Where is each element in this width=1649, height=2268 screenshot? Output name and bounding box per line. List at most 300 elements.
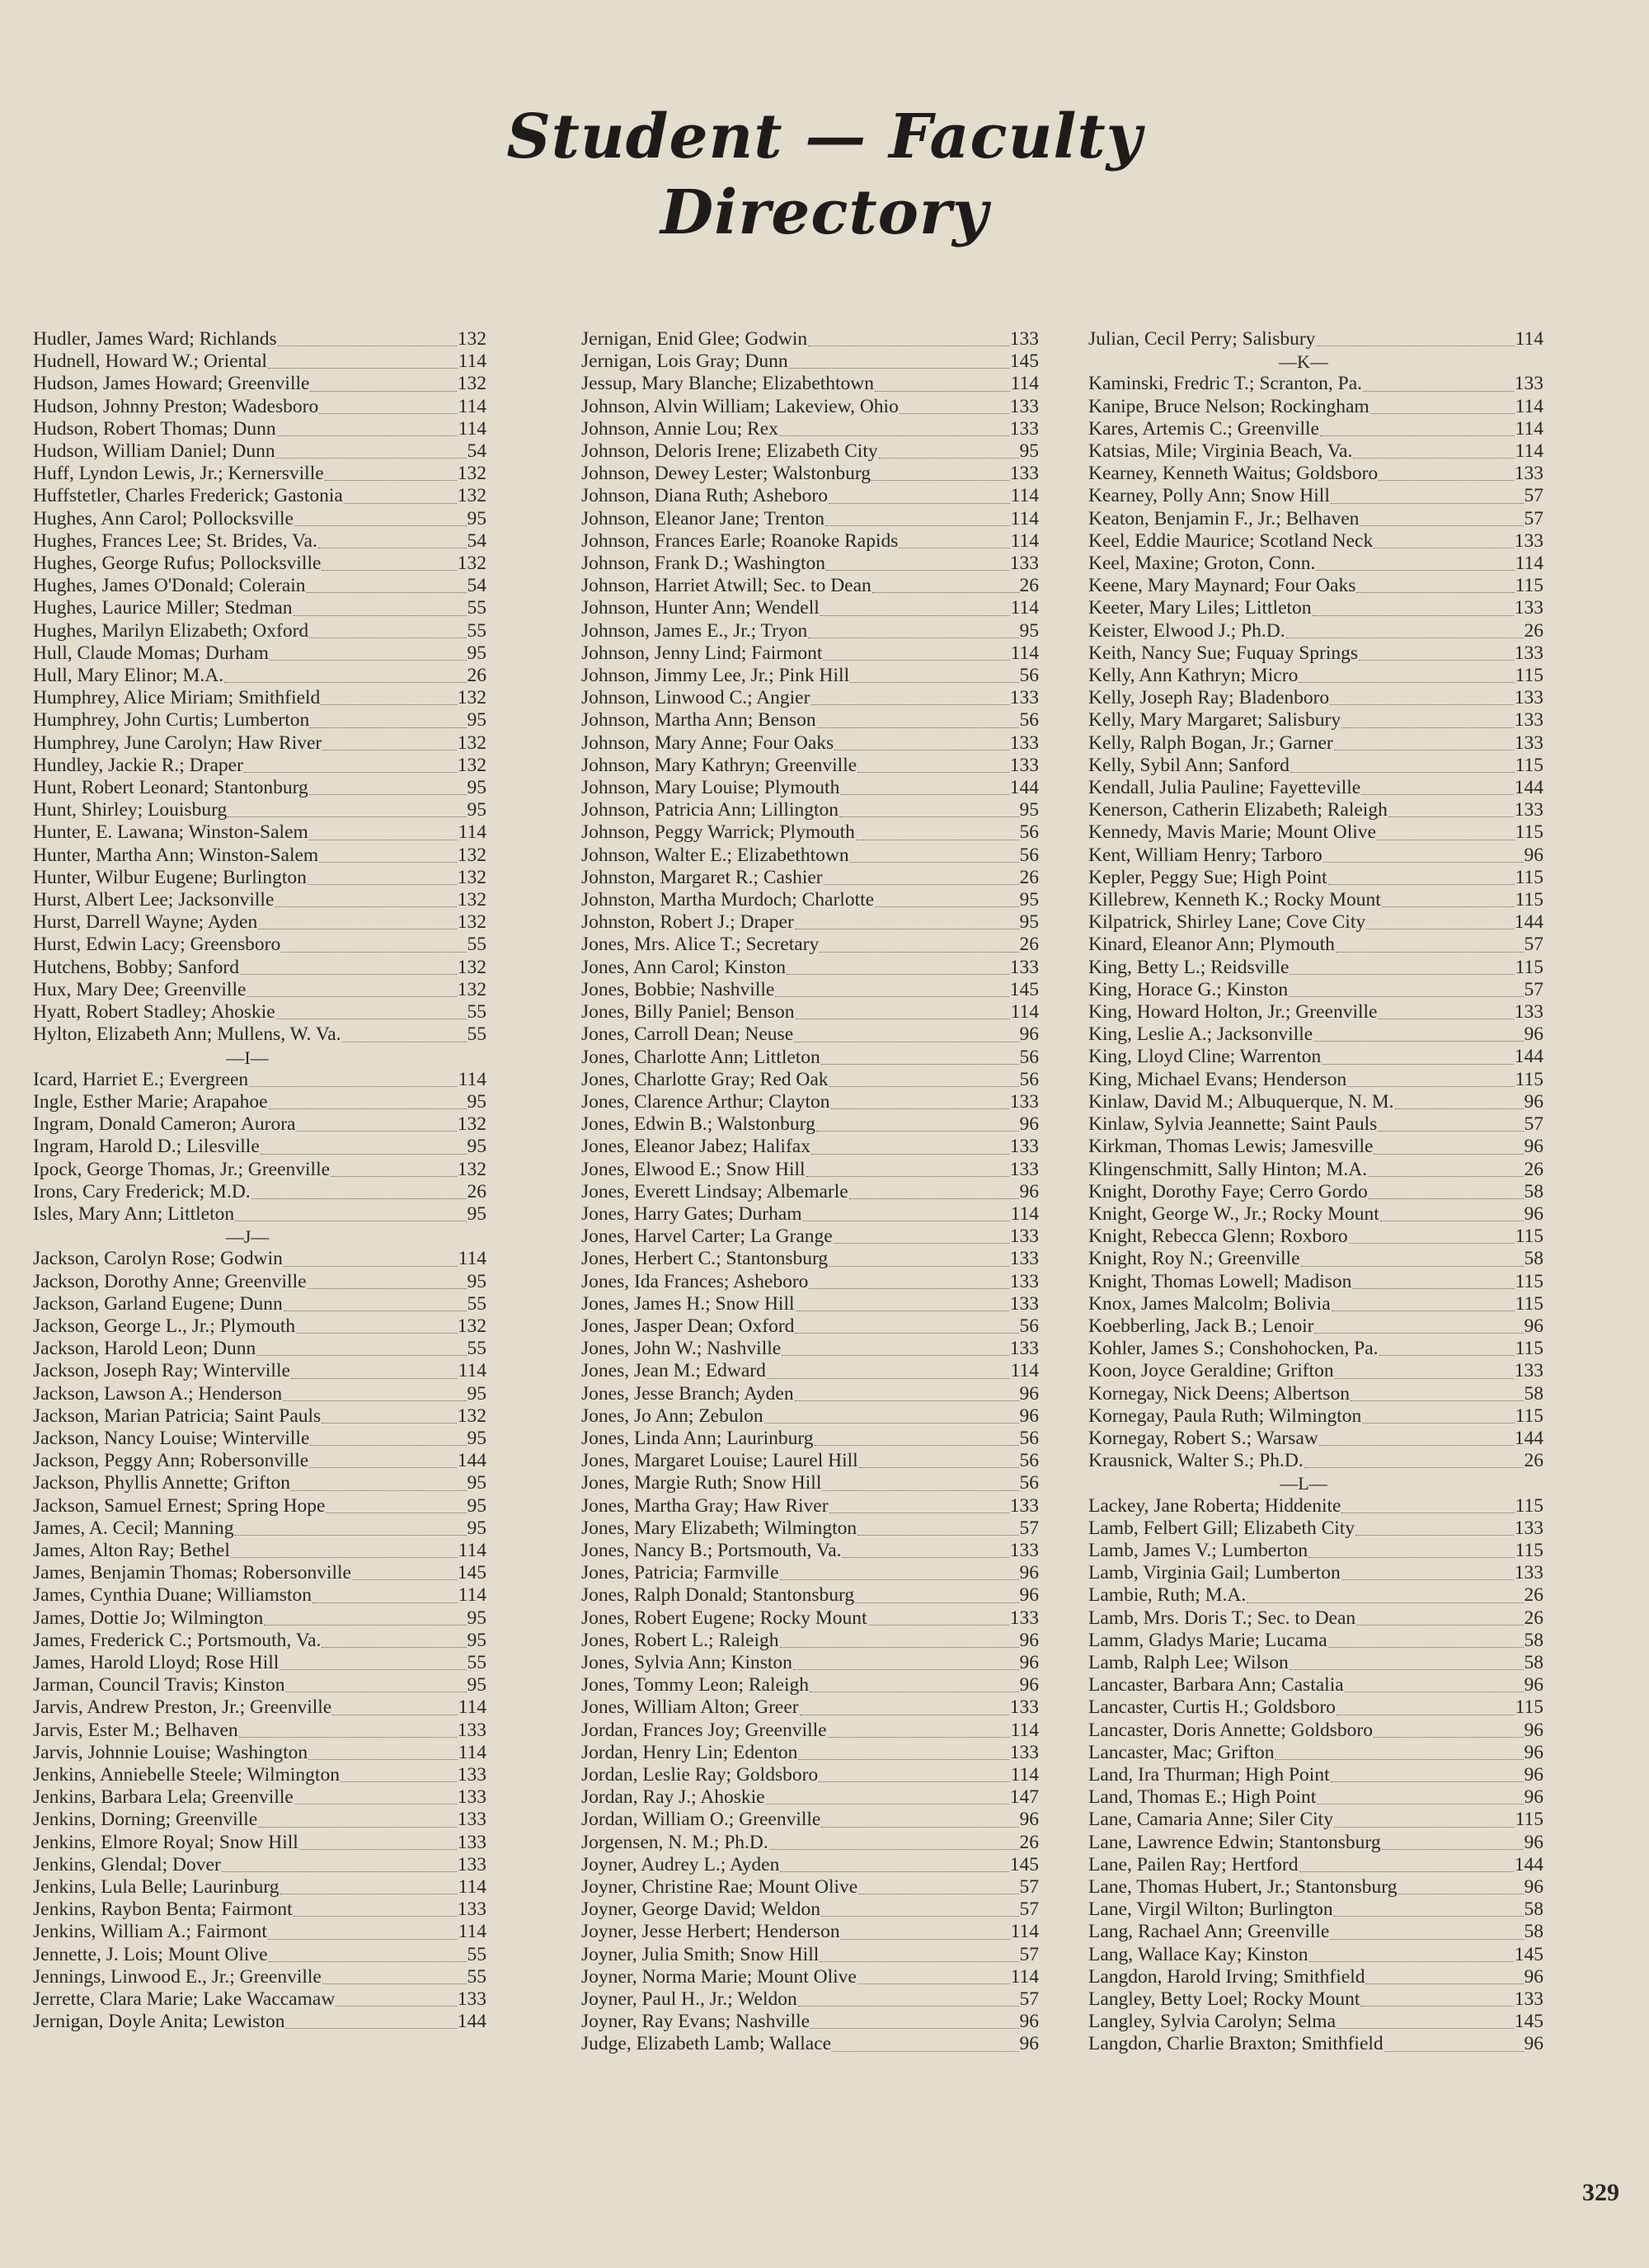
entry-page: 132 [457,866,486,888]
dot-leader [810,2027,1018,2029]
directory-entry [581,508,1039,530]
dot-leader [1316,345,1514,346]
directory-entry [1088,1091,1543,1113]
entry-name: Jackson, Phyllis Annette; Grifton [33,1472,291,1494]
entry-name: Koebberling, Jack B.; Lenoir [1088,1315,1314,1337]
entry-name: Katsias, Mile; Virginia Beach, Va. [1088,440,1353,462]
entry-page: 132 [457,911,486,934]
directory-entry [33,1652,486,1674]
directory-entry [581,821,1039,844]
entry-name: Jackson, Samuel Ernest; Spring Hope [33,1494,326,1517]
directory-entry [1088,1315,1543,1338]
dot-leader [1301,1265,1524,1267]
dot-leader [286,1691,467,1692]
dot-leader [312,1602,458,1603]
directory-entry [33,1159,486,1181]
entry-name: Kinlaw, Sylvia Jeannette; Saint Pauls [1088,1113,1378,1136]
directory-entry [33,911,486,934]
entry-name: Jackson, George L., Jr.; Plymouth [33,1315,296,1337]
dot-leader [1379,1354,1515,1356]
entry-name: Hunt, Robert Leonard; Stantonburg [33,777,308,799]
directory-entry [33,553,486,575]
entry-page: 133 [1009,1741,1039,1763]
entry-page: 133 [1514,687,1543,709]
directory-entry [581,440,1039,463]
dot-leader [342,1041,467,1042]
section-letter-heading: —I— [226,1047,269,1068]
entry-name: Jones, Harvel Carter; La Grange [581,1226,833,1248]
entry-name: Jenkins, Anniebelle Steele; Wilmington [33,1763,340,1786]
entry-page: 114 [1010,597,1039,619]
entry-page: 56 [1019,1046,1039,1068]
entry-page: 133 [1009,1248,1039,1270]
dot-leader [1356,591,1514,593]
entry-name: Kohler, James S.; Conshohocken, Pa. [1088,1338,1379,1360]
directory-entry [33,1742,486,1764]
entry-name: Kornegay, Robert S.; Warsaw [1088,1427,1318,1449]
dot-leader [321,703,456,705]
entry-name: Hux, Mary Dee; Greenville [33,978,247,1000]
dot-leader [817,727,1019,728]
entry-page: 114 [1010,507,1039,529]
directory-entry [33,1832,486,1854]
entry-page: 133 [457,1809,486,1831]
directory-entry [33,1921,486,1943]
dot-leader [322,1646,466,1648]
entry-name: Hull, Claude Momas; Durham [33,642,269,664]
dot-leader [1313,1040,1523,1042]
directory-entry [33,463,486,485]
entry-name: Jones, Robert Eugene; Rocky Mount [581,1607,867,1629]
dot-leader [322,749,456,751]
entry-page: 115 [1515,1270,1543,1292]
entry-name: Hunter, E. Lawana; Winston-Salem [33,821,308,844]
entry-name: Hurst, Edwin Lacy; Greensboro [33,934,281,956]
entry-page: 133 [457,1786,486,1809]
entry-name: Lamb, Ralph Lee; Wilson [1088,1651,1289,1673]
entry-name: Jackson, Peggy Ann; Robersonville [33,1450,309,1472]
entry-page: 114 [1010,485,1039,507]
directory-entry [1088,687,1543,709]
directory-entry [33,732,486,755]
entry-page: 57 [1019,1876,1039,1899]
entry-name: Jackson, Dorothy Anne; Greenville [33,1270,307,1292]
entry-page: 145 [457,1562,486,1584]
entry-page: 132 [457,1405,486,1427]
entry-name: Lamb, Mrs. Doris T.; Sec. to Dean [1088,1607,1356,1629]
directory-entry [1088,1854,1543,1876]
entry-page: 132 [457,956,486,978]
dot-leader [859,1466,1019,1468]
directory-entry [1088,1944,1543,1966]
dot-leader [825,525,1010,526]
directory-entry [581,1091,1039,1113]
entry-name: Hurst, Darrell Wayne; Ayden [33,911,258,934]
directory-entry [1088,1696,1543,1719]
entry-page: 26 [1524,1607,1543,1629]
entry-name: Jones, Jasper Dean; Oxford [581,1315,795,1337]
directory-entry [33,597,486,619]
directory-entry [33,642,486,665]
entry-page: 144 [1514,777,1543,799]
dot-leader [832,2050,1018,2052]
entry-name: Krausnick, Walter S.; Ph.D. [1088,1450,1304,1472]
entry-page: 145 [1514,1943,1543,1965]
directory-entry [1088,867,1543,889]
directory-entry [1088,732,1543,755]
entry-page: 96 [1019,2033,1039,2055]
entry-page: 114 [458,1696,486,1719]
dot-leader [857,1983,1010,1984]
entry-page: 133 [1514,709,1543,732]
dot-leader [222,1870,457,1872]
dot-leader [809,1287,1008,1289]
entry-name: Langdon, Harold Irving; Smithfield [1088,1965,1365,1988]
dot-leader [1356,1624,1523,1626]
dot-leader [284,1310,467,1311]
directory-entry [581,530,1039,553]
entry-page: 133 [1009,1607,1039,1629]
dot-leader [294,1803,457,1805]
entry-page: 133 [1009,1539,1039,1561]
entry-name: Lane, Thomas Hubert, Jr.; Stantonsburg [1088,1875,1398,1898]
entry-name: Knight, Rebecca Glenn; Roxboro [1088,1226,1348,1248]
entry-name: Johnson, Mary Kathryn; Greenville [581,754,857,776]
dot-leader [309,839,458,840]
directory-entry [581,1720,1039,1742]
entry-page: 95 [467,1494,486,1517]
entry-page: 147 [1009,1786,1039,1809]
dot-leader [1341,727,1514,728]
dot-leader [899,547,1009,548]
dot-leader [309,637,466,638]
dot-leader [1380,1220,1524,1221]
dot-leader [780,1870,1008,1872]
entry-name: Hundley, Jackie R.; Draper [33,754,243,776]
directory-entry [1088,1136,1543,1158]
dot-leader [789,367,1009,369]
directory-entry [33,1001,486,1023]
directory-entry [1088,1001,1543,1023]
entry-name: Kenerson, Catherin Elizabeth; Raleigh [1088,799,1388,821]
dot-leader [1275,1758,1523,1760]
entry-page: 114 [1010,1360,1039,1382]
entry-name: Kearney, Kenneth Waitus; Goldsboro [1088,463,1379,485]
entry-page: 115 [1515,1809,1543,1831]
dot-leader [1353,457,1514,459]
dot-leader [283,1400,466,1401]
directory-entry [581,1069,1039,1091]
dot-leader [1331,1781,1524,1782]
dot-leader [800,1714,1009,1715]
dot-leader [1378,1018,1513,1019]
directory-entry [33,1136,486,1158]
entry-name: Hudson, Robert Thomas; Dunn [33,417,276,440]
entry-page: 95 [467,799,486,821]
entry-name: Ingram, Donald Cameron; Aurora [33,1113,296,1136]
entry-page: 133 [1009,1158,1039,1180]
directory-entry [581,867,1039,889]
entry-name: Keith, Nancy Sue; Fuquay Springs [1088,642,1359,664]
entry-page: 115 [1515,889,1543,911]
dot-leader [828,1736,1010,1738]
directory-entry [581,485,1039,507]
dot-leader [1370,412,1515,414]
directory-entry [581,1786,1039,1809]
entry-page: 115 [1515,866,1543,888]
entry-page: 115 [1515,1068,1543,1090]
dot-leader [1336,951,1524,953]
directory-entry [33,1113,486,1136]
entry-page: 133 [1514,1562,1543,1584]
directory-entry [1088,1360,1543,1382]
entry-name: Johnson, Alvin William; Lakeview, Ohio [581,395,899,417]
dot-leader [249,1085,457,1087]
dot-leader [1332,1310,1515,1311]
dot-leader [296,1130,456,1132]
entry-page: 133 [1514,373,1543,395]
entry-name: Jennette, J. Lois; Mount Olive [33,1943,268,1965]
entry-name: Knight, Thomas Lowell; Madison [1088,1270,1352,1292]
directory-entry [581,1248,1039,1270]
entry-name: Lamm, Gladys Marie; Lucama [1088,1629,1327,1651]
directory-entry [1088,777,1543,799]
dot-leader [322,569,456,571]
dot-leader [806,1175,1009,1177]
entry-name: Hunter, Wilbur Eugene; Burlington [33,866,307,888]
directory-entry [581,1383,1039,1405]
directory-entry [33,1720,486,1742]
entry-name: Icard, Harriet E.; Evergreen [33,1068,249,1090]
directory-entry [1088,1271,1543,1293]
entry-name: Joyner, Ray Evans; Nashville [581,2011,810,2033]
entry-name: Jones, Robert L.; Raleigh [581,1629,779,1651]
directory-entry [581,1495,1039,1517]
entry-page: 133 [1009,395,1039,417]
directory-entry [33,957,486,979]
dot-leader [834,1242,1009,1244]
entry-name: Kinlaw, David M.; Albuquerque, N. M. [1088,1090,1394,1113]
entry-name: Johnston, Martha Murdoch; Charlotte [581,889,875,911]
dot-leader [798,2005,1019,2007]
entry-page: 96 [1524,844,1543,866]
entry-name: James, Dottie Jo; Wilmington [33,1607,264,1629]
dot-leader [829,1512,1009,1513]
directory-entry [33,1517,486,1540]
entry-page: 133 [1009,1226,1039,1248]
dot-leader [808,345,1009,346]
entry-page: 145 [1009,978,1039,1000]
directory-entry [33,1540,486,1562]
directory-entry [581,755,1039,777]
dot-leader [782,1354,1009,1356]
directory-entry [1088,396,1543,418]
entry-name: Johnson, Harriet Atwill; Sec. to Dean [581,575,871,597]
directory-entry [581,1047,1039,1069]
entry-name: Joyner, Jesse Herbert; Henderson [581,1921,840,1943]
dot-leader [332,1714,457,1715]
directory-entry [33,1338,486,1360]
entry-name: Kirkman, Thomas Lewis; Jamesville [1088,1136,1374,1158]
directory-entry [33,328,486,351]
entry-name: Jessup, Mary Blanche; Elizabethtown [581,373,875,395]
entry-name: Kilpatrick, Shirley Lane; Cove City [1088,911,1366,934]
entry-name: Jarvis, Johnnie Louise; Washington [33,1741,308,1763]
dot-leader [850,861,1019,863]
dot-leader [310,390,456,392]
dot-leader [269,1108,467,1109]
entry-name: Hughes, George Rufus; Pollocksville [33,553,322,575]
entry-name: Jones, Martha Gray; Haw River [581,1494,829,1517]
entry-name: Jenkins, Barbara Lela; Greenville [33,1786,294,1809]
directory-entry [1088,1450,1543,1472]
entry-name: King, Horace G.; Kinston [1088,978,1289,1000]
dot-leader [336,2005,456,2007]
entry-name: Keel, Maxine; Groton, Conn. [1088,553,1316,575]
entry-name: Jackson, Joseph Ray; Winterville [33,1360,290,1382]
directory-entry [581,1360,1039,1382]
directory-entry [33,1876,486,1899]
dot-leader [240,973,457,975]
dot-leader [1345,1691,1524,1692]
entry-page: 144 [1514,1427,1543,1449]
directory-entry [33,889,486,911]
entry-name: Hudnell, Howard W.; Oriental [33,351,267,373]
directory-entry [1088,575,1543,597]
directory-entry [1088,1607,1543,1630]
entry-name: Jarman, Council Travis; Kinston [33,1674,285,1696]
entry-name: Jones, Patricia; Farmville [581,1562,779,1584]
dot-leader [1378,1130,1523,1132]
dot-leader [1323,861,1524,863]
directory-entry [1088,1764,1543,1786]
entry-name: Joyner, Julia Smith; Snow Hill [581,1943,820,1965]
entry-name: Hunt, Shirley; Louisburg [33,799,228,821]
entry-page: 114 [1010,1001,1039,1023]
entry-page: 114 [458,1875,486,1898]
directory-entry [1088,1899,1543,1921]
directory-entry [33,821,486,844]
directory-entry [33,1181,486,1203]
entry-name: Kelly, Joseph Ray; Bladenboro [1088,687,1330,709]
entry-name: Hudson, James Howard; Greenville [33,373,310,395]
directory-entry [581,1966,1039,1988]
entry-name: Irons, Cary Frederick; M.D. [33,1180,251,1202]
dot-leader [269,1960,467,1962]
directory-entry [1088,665,1543,687]
directory-entry [1088,957,1543,979]
directory-entry [1088,1832,1543,1854]
entry-page: 114 [458,1248,486,1270]
dot-leader [1320,435,1515,436]
dot-leader [270,659,467,661]
dot-leader [1347,1085,1514,1087]
entry-page: 144 [1514,1853,1543,1875]
entry-page: 95 [467,1517,486,1539]
dot-leader [264,1624,466,1626]
dot-leader [1341,1579,1514,1580]
directory-entry [33,440,486,463]
entry-page: 57 [1524,978,1543,1000]
entry-page: 133 [1009,1136,1039,1158]
dot-leader [1308,1556,1515,1558]
dot-leader [900,412,1009,414]
entry-page: 56 [1019,1427,1039,1449]
directory-entry [33,1360,486,1382]
entry-page: 57 [1524,1113,1543,1136]
entry-page: 144 [1514,1046,1543,1068]
dot-leader [840,793,1008,795]
entry-page: 115 [1515,1494,1543,1517]
entry-name: Jones, Charlotte Ann; Littleton [581,1046,820,1068]
entry-page: 95 [467,507,486,529]
dot-leader [1352,1287,1514,1289]
dot-leader [322,1983,467,1984]
entry-name: Hughes, Marilyn Elizabeth; Oxford [33,619,309,642]
entry-page: 144 [1009,777,1039,799]
entry-name: Killebrew, Kenneth K.; Rocky Mount [1088,889,1381,911]
directory-entry [33,1674,486,1696]
entry-name: Jones, Billy Paniel; Benson [581,1001,795,1023]
entry-name: Hudson, William Daniel; Dunn [33,440,275,463]
dot-leader [258,1826,457,1828]
directory-entry [1088,1630,1543,1652]
entry-page: 133 [1009,1270,1039,1292]
dot-leader [824,883,1019,885]
directory-entry [581,553,1039,575]
directory-entry [581,418,1039,440]
directory-entry [33,709,486,732]
dot-leader [858,1893,1018,1894]
entry-page: 56 [1019,1472,1039,1494]
entry-name: Kares, Artemis C.; Greenville [1088,417,1319,440]
dot-leader [1366,928,1514,929]
dot-leader [239,1736,457,1738]
entry-name: Johnson, Martha Ann; Benson [581,709,816,732]
entry-name: Jarvis, Ester M.; Belhaven [33,1719,238,1741]
entry-page: 95 [467,1382,486,1405]
dot-leader [280,1893,457,1894]
directory-entry [581,1271,1039,1293]
title-line-2: Directory [660,177,989,248]
directory-entry [1088,418,1543,440]
dot-leader [1334,749,1514,751]
dot-leader [1334,1826,1515,1828]
entry-name: Jones, Margaret Louise; Laurel Hill [581,1450,858,1472]
entry-page: 115 [1515,1696,1543,1719]
directory-entry [1088,1113,1543,1136]
entry-page: 114 [1010,1719,1039,1741]
dot-leader [843,1556,1009,1558]
entry-name: Keister, Elwood J.; Ph.D. [1088,619,1285,642]
directory-entry [33,575,486,597]
entry-name: Jones, Mary Elizabeth; Wilmington [581,1517,857,1539]
dot-leader [277,435,458,436]
entry-page: 115 [1515,1405,1543,1427]
directory-entry [33,1607,486,1630]
directory-entry [33,418,486,440]
directory-entry [33,1383,486,1405]
directory-entry [1088,1988,1543,2011]
page-title [0,99,1649,251]
entry-name: Jones, William Alton; Greer [581,1696,799,1719]
entry-page: 132 [457,328,486,350]
dot-leader [795,1332,1018,1334]
dot-leader [1359,659,1514,661]
dot-leader [1363,390,1514,392]
dot-leader [1290,771,1515,773]
entry-page: 132 [457,754,486,776]
